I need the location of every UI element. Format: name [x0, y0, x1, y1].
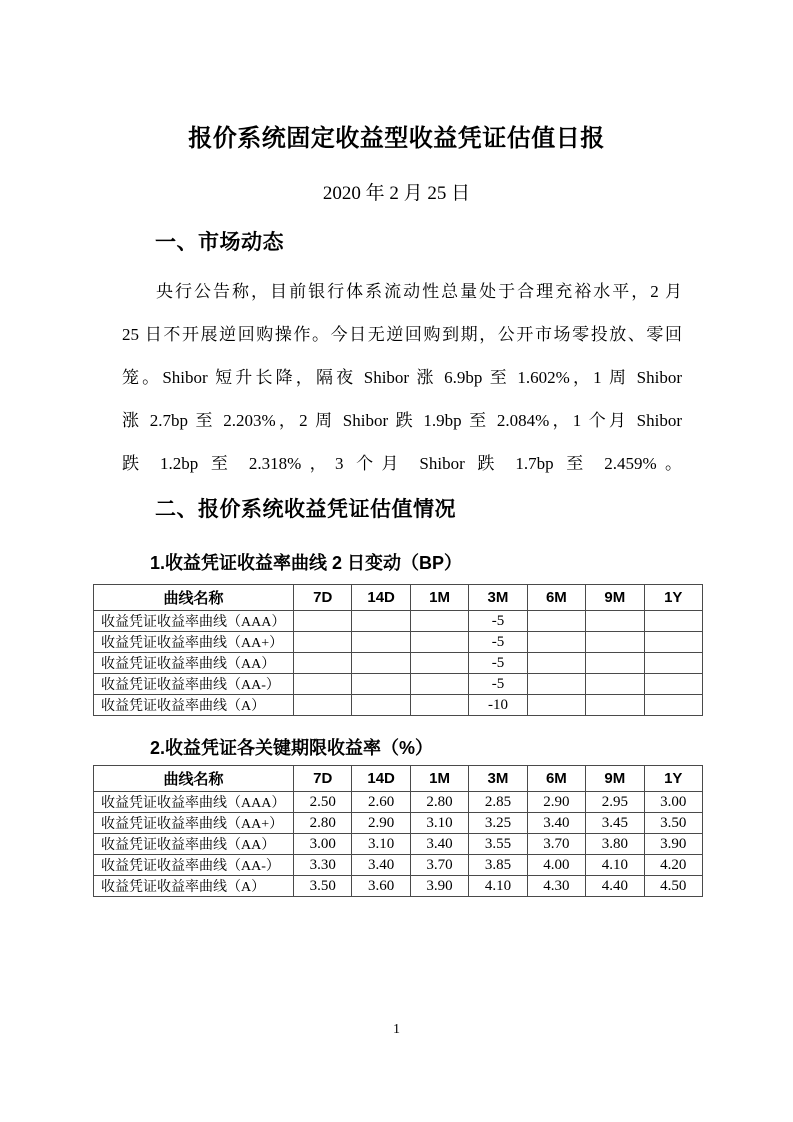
curve-name-cell: 收益凭证收益率曲线（AA） [94, 653, 294, 674]
curve-name-cell: 收益凭证收益率曲线（A） [94, 695, 294, 716]
table-row [94, 653, 703, 674]
curve-name-cell: 收益凭证收益率曲线（A） [94, 876, 294, 897]
value-cell: 3.10 [410, 813, 468, 834]
value-cell [410, 674, 468, 695]
value-cell: 3.00 [294, 834, 352, 855]
section-heading-market: 一、市场动态 [155, 231, 284, 254]
value-cell [294, 653, 352, 674]
value-cell [352, 695, 410, 716]
header-cell-1m: 1M [410, 766, 468, 792]
table-row [94, 813, 703, 834]
value-cell [644, 611, 702, 632]
header-cell-7d: 7D [294, 766, 352, 792]
table-row [94, 632, 703, 653]
value-cell: 3.40 [527, 813, 585, 834]
header-cell-1y: 1Y [644, 585, 702, 611]
value-cell [586, 674, 644, 695]
value-cell [294, 632, 352, 653]
value-cell: 3.70 [527, 834, 585, 855]
paragraph-line: 涨 2.7bp 至 2.203%，2 周 Shibor 跌 1.9bp 至 2.084%，1 个月 Shibor [122, 411, 682, 430]
value-cell: 4.10 [586, 855, 644, 876]
value-cell [294, 695, 352, 716]
value-cell [527, 611, 585, 632]
value-cell: 4.00 [527, 855, 585, 876]
document-date: 2020 年 2 月 25 日 [322, 183, 471, 204]
curve-name-cell: 收益凭证收益率曲线（AAA） [94, 611, 294, 632]
value-cell: 3.00 [644, 792, 702, 813]
bp-change-table-caption: 1.收益凭证收益率曲线 2 日变动（BP） [150, 553, 463, 573]
table-row [94, 695, 703, 716]
curve-name-cell: 收益凭证收益率曲线（AA+） [94, 632, 294, 653]
table-row [94, 674, 703, 695]
value-cell: 2.90 [352, 813, 410, 834]
value-cell: 2.60 [352, 792, 410, 813]
paragraph-line: 央行公告称，目前银行体系流动性总量处于合理充裕水平，2 月 [156, 282, 682, 301]
header-cell-curve-name: 曲线名称 [94, 585, 294, 611]
value-cell: 2.90 [527, 792, 585, 813]
value-cell: 3.40 [410, 834, 468, 855]
value-cell: 2.50 [294, 792, 352, 813]
value-cell: 3.10 [352, 834, 410, 855]
header-cell-7d: 7D [294, 585, 352, 611]
value-cell: -5 [469, 632, 527, 653]
value-cell [586, 611, 644, 632]
value-cell [410, 653, 468, 674]
market-paragraph [122, 270, 682, 485]
curve-name-cell: 收益凭证收益率曲线（AA-） [94, 674, 294, 695]
header-cell-1y: 1Y [644, 766, 702, 792]
table-header-row [94, 585, 703, 611]
value-cell: -5 [469, 611, 527, 632]
table-row [94, 855, 703, 876]
value-cell [294, 611, 352, 632]
bp-change-table [93, 584, 703, 716]
header-cell-3m: 3M [469, 585, 527, 611]
yields-table [93, 765, 703, 897]
document-title: 报价系统固定收益型收益凭证估值日报 [188, 125, 605, 152]
table-row [94, 834, 703, 855]
table-row [94, 611, 703, 632]
header-cell-6m: 6M [527, 585, 585, 611]
value-cell: -5 [469, 674, 527, 695]
paragraph-line: 25 日不开展逆回购操作。今日无逆回购到期，公开市场零投放、零回 [122, 325, 682, 344]
value-cell: 2.80 [410, 792, 468, 813]
value-cell: 3.50 [644, 813, 702, 834]
value-cell [410, 695, 468, 716]
value-cell [352, 674, 410, 695]
value-cell: 3.25 [469, 813, 527, 834]
value-cell [586, 653, 644, 674]
table-row [94, 876, 703, 897]
value-cell [644, 653, 702, 674]
value-cell: 4.50 [644, 876, 702, 897]
yields-table-caption: 2.收益凭证各关键期限收益率（%） [150, 738, 434, 758]
table-header-row [94, 766, 703, 792]
value-cell: 4.40 [586, 876, 644, 897]
value-cell: 4.20 [644, 855, 702, 876]
value-cell: 3.40 [352, 855, 410, 876]
value-cell: 2.95 [586, 792, 644, 813]
curve-name-cell: 收益凭证收益率曲线（AA+） [94, 813, 294, 834]
value-cell: -10 [469, 695, 527, 716]
header-cell-14d: 14D [352, 585, 410, 611]
paragraph-line: 笼。Shibor 短升长降，隔夜 Shibor 涨 6.9bp 至 1.602%，1 周 Shibor [122, 368, 682, 387]
value-cell: 3.45 [586, 813, 644, 834]
header-cell-curve-name: 曲线名称 [94, 766, 294, 792]
value-cell [527, 653, 585, 674]
value-cell: -5 [469, 653, 527, 674]
value-cell: 3.70 [410, 855, 468, 876]
value-cell [586, 632, 644, 653]
value-cell [527, 632, 585, 653]
value-cell: 3.55 [469, 834, 527, 855]
header-cell-14d: 14D [352, 766, 410, 792]
value-cell [352, 632, 410, 653]
value-cell: 3.60 [352, 876, 410, 897]
value-cell [527, 695, 585, 716]
page-number: 1 [393, 1022, 400, 1037]
value-cell: 3.90 [410, 876, 468, 897]
value-cell: 4.30 [527, 876, 585, 897]
table-row [94, 792, 703, 813]
curve-name-cell: 收益凭证收益率曲线（AAA） [94, 792, 294, 813]
header-cell-1m: 1M [410, 585, 468, 611]
value-cell: 3.90 [644, 834, 702, 855]
value-cell [410, 632, 468, 653]
value-cell [644, 695, 702, 716]
value-cell [586, 695, 644, 716]
header-cell-6m: 6M [527, 766, 585, 792]
value-cell [352, 653, 410, 674]
value-cell: 3.50 [294, 876, 352, 897]
value-cell: 3.85 [469, 855, 527, 876]
value-cell [410, 611, 468, 632]
header-cell-3m: 3M [469, 766, 527, 792]
value-cell: 2.80 [294, 813, 352, 834]
value-cell [644, 632, 702, 653]
curve-name-cell: 收益凭证收益率曲线（AA-） [94, 855, 294, 876]
header-cell-9m: 9M [586, 585, 644, 611]
curve-name-cell: 收益凭证收益率曲线（AA） [94, 834, 294, 855]
value-cell: 3.80 [586, 834, 644, 855]
value-cell [527, 674, 585, 695]
value-cell: 4.10 [469, 876, 527, 897]
value-cell: 3.30 [294, 855, 352, 876]
value-cell [644, 674, 702, 695]
value-cell [294, 674, 352, 695]
value-cell: 2.85 [469, 792, 527, 813]
paragraph-line: 跌 1.2bp 至 2.318%，3 个月 Shibor 跌 1.7bp 至 2.459%。 [122, 454, 682, 473]
header-cell-9m: 9M [586, 766, 644, 792]
section-heading-valuation: 二、报价系统收益凭证估值情况 [155, 498, 456, 521]
value-cell [352, 611, 410, 632]
